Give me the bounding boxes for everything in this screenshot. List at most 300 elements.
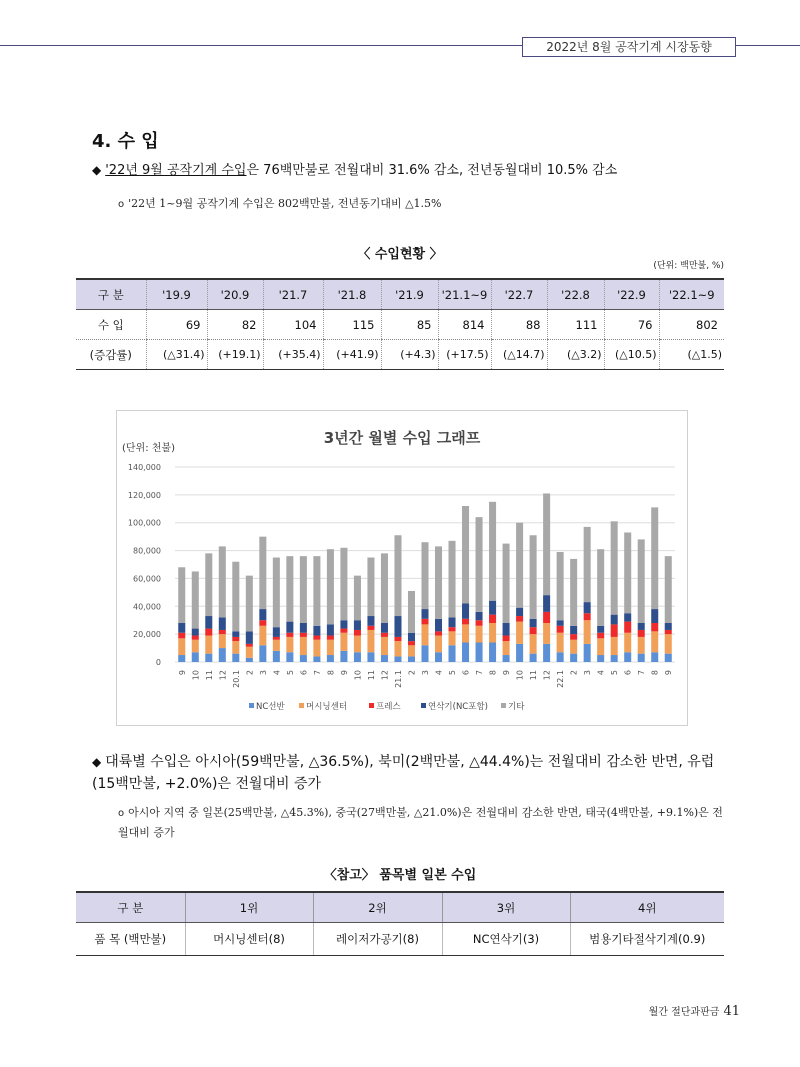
page-number: 41 — [723, 1004, 740, 1019]
table-header-cell: '20.9 — [207, 279, 263, 310]
bar-segment — [313, 636, 320, 640]
x-tick-label: 5 — [285, 670, 295, 676]
x-tick-label: 11 — [529, 670, 539, 681]
bar-segment — [192, 629, 199, 636]
bar-segment — [232, 641, 239, 654]
import-table-header — [76, 279, 724, 310]
x-tick-label: 4 — [596, 670, 606, 676]
table-cell: 82 — [207, 310, 263, 340]
bar-segment — [638, 539, 645, 623]
bar-segment — [205, 616, 212, 629]
table-header-cell: 4위 — [570, 892, 724, 923]
chart-y-label: (단위: 천불) — [122, 443, 175, 454]
table-cell: 802 — [659, 310, 724, 340]
table-cell: NC연삭기(3) — [442, 923, 570, 956]
bar-segment — [219, 617, 226, 630]
bar-segment — [340, 651, 347, 662]
x-tick-label: 20.1 — [231, 670, 241, 688]
bullet-summary — [92, 160, 617, 181]
bar-segment — [449, 631, 456, 645]
bar-segment — [435, 619, 442, 632]
bar-segment — [516, 622, 523, 644]
bar-segment — [476, 612, 483, 620]
bar-segment — [286, 637, 293, 652]
bar-segment — [624, 652, 631, 662]
bar-segment — [584, 602, 591, 613]
bar-segment — [489, 615, 496, 623]
bar-segment — [570, 634, 577, 640]
table-header-cell: 2위 — [313, 892, 442, 923]
bar-segment — [611, 637, 618, 655]
bar-segment — [624, 633, 631, 653]
bar-segment — [421, 624, 428, 645]
x-tick-label: 10 — [515, 670, 525, 681]
table-cell: 범용기타절삭기계(0.9) — [570, 923, 724, 956]
x-tick-label: 11 — [204, 670, 214, 681]
bar-segment — [232, 637, 239, 641]
bar-segment — [394, 535, 401, 616]
table-header-cell: '22.7 — [491, 279, 547, 310]
table-cell: (△31.4) — [146, 340, 207, 370]
legend-swatch — [421, 703, 426, 708]
bar-segment — [584, 620, 591, 644]
x-tick-label: 2 — [245, 670, 255, 676]
section-title: 4. 수 입 — [92, 131, 159, 152]
x-tick-label: 22.1 — [556, 670, 566, 688]
bar-segment — [489, 601, 496, 615]
table-cell: 85 — [381, 310, 438, 340]
bar-segment — [624, 613, 631, 621]
bar-segment — [503, 636, 510, 642]
table-header-cell: '21.1~9 — [438, 279, 491, 310]
bar-segment — [192, 571, 199, 628]
bar-segment — [421, 542, 428, 609]
import-chart — [116, 410, 688, 726]
x-tick-label: 6 — [623, 670, 633, 676]
bar-segment — [516, 523, 523, 608]
bar-segment — [503, 655, 510, 662]
bar-segment — [219, 634, 226, 648]
x-tick-label: 8 — [650, 670, 660, 676]
bar-segment — [178, 567, 185, 623]
x-tick-label: 8 — [326, 670, 336, 676]
bar-segment — [570, 654, 577, 662]
bar-segment — [665, 623, 672, 630]
table-header-cell: 구 분 — [76, 279, 146, 310]
x-tick-label: 12 — [542, 670, 552, 681]
import-table-caption: 〈 수입현황 〉 — [357, 247, 443, 262]
bar-segment — [638, 654, 645, 662]
bar-segment — [665, 634, 672, 654]
bar-segment — [205, 629, 212, 636]
table-cell: (△10.5) — [604, 340, 659, 370]
import-table-unit: (단위: 백만불, %) — [653, 261, 724, 271]
bar-segment — [232, 631, 239, 637]
x-tick-label: 3 — [258, 670, 268, 676]
diamond-icon: ◆ — [92, 163, 102, 177]
x-tick-label: 12 — [218, 670, 228, 681]
bar-segment — [246, 644, 253, 647]
bar-segment — [516, 644, 523, 662]
x-tick-label: 6 — [299, 670, 309, 676]
bar-segment — [286, 556, 293, 621]
bar-segment — [570, 559, 577, 626]
bar-segment — [273, 640, 280, 651]
bar-segment — [354, 576, 361, 621]
bar-segment — [462, 506, 469, 604]
bar-segment — [638, 623, 645, 630]
bar-segment — [367, 558, 374, 617]
bar-segment — [313, 556, 320, 626]
bar-segment — [651, 631, 658, 652]
x-tick-label: 5 — [610, 670, 620, 676]
table-header-cell: '22.8 — [547, 279, 604, 310]
table-cell: 814 — [438, 310, 491, 340]
bar-segment — [259, 537, 266, 609]
ref-table-header — [76, 892, 724, 923]
table-row-imports — [76, 310, 724, 340]
bar-segment — [367, 616, 374, 626]
bar-segment — [273, 627, 280, 637]
x-tick-label: 4 — [434, 670, 444, 676]
table-row-label: (증감률) — [76, 340, 146, 370]
bar-segment — [638, 637, 645, 654]
bar-segment — [394, 637, 401, 641]
table-cell: 115 — [323, 310, 381, 340]
bar-segment — [300, 556, 307, 623]
bar-segment — [421, 619, 428, 625]
bar-segment — [246, 576, 253, 632]
bar-segment — [300, 655, 307, 662]
legend-swatch — [369, 703, 374, 708]
bar-segment — [232, 654, 239, 662]
summary-text: 은 76백만불로 전월대비 31.6% 감소, 전년동월대비 10.5% 감소 — [246, 163, 618, 178]
legend-label: 기타 — [508, 702, 525, 712]
bar-segment — [651, 609, 658, 623]
bar-segment — [232, 562, 239, 632]
x-tick-label: 12 — [380, 670, 390, 681]
bar-segment — [408, 591, 415, 633]
bar-segment — [516, 608, 523, 616]
bar-segment — [340, 629, 347, 633]
y-tick-label: 60,000 — [133, 574, 161, 584]
bar-segment — [435, 636, 442, 653]
bar-segment — [408, 633, 415, 641]
bar-segment — [624, 532, 631, 613]
bar-segment — [421, 609, 428, 619]
bar-segment — [205, 553, 212, 616]
bar-segment — [611, 521, 618, 614]
table-header-cell: '21.7 — [263, 279, 323, 310]
bar-segment — [178, 655, 185, 662]
ref-table-caption: 〈참고〉 품목별 일본 수입 — [323, 868, 477, 883]
bar-segment — [219, 546, 226, 617]
bar-segment — [367, 652, 374, 662]
bar-segment — [313, 626, 320, 636]
bar-segment — [557, 626, 564, 633]
y-tick-label: 80,000 — [133, 546, 161, 556]
chart-title: 3년간 월별 수입 그래프 — [323, 429, 481, 447]
bar-segment — [300, 623, 307, 633]
bar-segment — [557, 652, 564, 662]
bar-segment — [597, 626, 604, 633]
x-tick-label: 9 — [177, 670, 187, 676]
x-tick-label: 9 — [339, 670, 349, 676]
bar-segment — [327, 636, 334, 640]
bar-segment — [367, 626, 374, 630]
bar-segment — [557, 633, 564, 653]
table-cell: 104 — [263, 310, 323, 340]
bar-segment — [530, 535, 537, 619]
table-header-cell: 구 분 — [76, 892, 185, 923]
regions-text: 대륙별 수입은 아시아(59백만불, △36.5%), 북미(2백만불, △44.4%)는 전월대비 감소한 반면, 유럽(15백만불, +2.0%)은 전월대비 증가 — [92, 754, 715, 792]
x-tick-label: 2 — [569, 670, 579, 676]
bar-segment — [192, 640, 199, 653]
bar-segment — [570, 640, 577, 654]
bar-segment — [394, 656, 401, 662]
bar-segment — [462, 604, 469, 619]
table-header-cell: '22.9 — [604, 279, 659, 310]
bar-segment — [543, 623, 550, 644]
bar-segment — [489, 502, 496, 601]
bar-segment — [503, 641, 510, 655]
bar-segment — [665, 630, 672, 634]
bar-segment — [421, 645, 428, 662]
magazine-name: 월간 절단과판금 — [648, 1007, 720, 1018]
x-tick-label: 8 — [488, 670, 498, 676]
bar-segment — [449, 541, 456, 618]
table-header-cell: '19.9 — [146, 279, 207, 310]
bar-segment — [584, 644, 591, 662]
y-tick-label: 120,000 — [127, 490, 161, 500]
sub-bullet-text: '22년 1~9월 공작기계 수입은 802백만불, 전년동기대비 △1.5% — [128, 197, 442, 210]
table-row-label: 수 입 — [76, 310, 146, 340]
bar-segment — [408, 641, 415, 645]
y-tick-label: 20,000 — [133, 630, 161, 640]
bar-segment — [638, 630, 645, 637]
bar-segment — [273, 558, 280, 628]
bar-segment — [651, 623, 658, 631]
x-tick-label: 7 — [637, 670, 647, 676]
bar-segment — [462, 624, 469, 642]
bar-segment — [340, 620, 347, 628]
bar-segment — [530, 619, 537, 627]
legend-label: 연삭기(NC포함) — [428, 702, 488, 712]
bar-segment — [367, 630, 374, 652]
bar-segment — [462, 619, 469, 625]
legend-swatch — [501, 703, 506, 708]
table-cell: (+4.3) — [381, 340, 438, 370]
bar-segment — [476, 517, 483, 612]
bar-segment — [205, 636, 212, 654]
bar-segment — [543, 595, 550, 612]
bar-segment — [597, 638, 604, 655]
bar-segment — [543, 644, 550, 662]
bar-segment — [313, 640, 320, 657]
page-footer — [600, 1003, 740, 1019]
x-tick-label: 5 — [448, 670, 458, 676]
circle-bullet-icon: o — [118, 808, 125, 819]
bar-segment — [489, 643, 496, 663]
table-cell: (+19.1) — [207, 340, 263, 370]
table-row-label: 품 목 (백만불) — [76, 923, 185, 956]
x-tick-label: 9 — [664, 670, 674, 676]
table-row-growth — [76, 340, 724, 370]
bar-segment — [435, 631, 442, 635]
bar-segment — [259, 609, 266, 620]
table-header-cell: 1위 — [185, 892, 313, 923]
bar-segment — [381, 633, 388, 637]
bar-segment — [354, 652, 361, 662]
bar-segment — [259, 645, 266, 662]
import-table — [76, 278, 724, 370]
bar-segment — [624, 622, 631, 633]
legend-label: NC선반 — [256, 702, 285, 712]
table-cell: (△1.5) — [659, 340, 724, 370]
bar-segment — [651, 652, 658, 662]
y-tick-label: 0 — [155, 658, 161, 667]
bar-segment — [300, 637, 307, 655]
bar-segment — [597, 655, 604, 662]
bar-segment — [476, 626, 483, 643]
bar-segment — [543, 493, 550, 595]
x-tick-label: 11 — [366, 670, 376, 681]
bar-segment — [597, 549, 604, 626]
bar-segment — [246, 631, 253, 644]
bar-segment — [178, 638, 185, 655]
bar-segment — [394, 616, 401, 637]
bar-segment — [570, 626, 577, 634]
bar-segment — [462, 643, 469, 663]
bar-segment — [205, 654, 212, 662]
bar-segment — [219, 630, 226, 634]
bar-segment — [503, 544, 510, 623]
bar-segment — [530, 654, 537, 662]
bar-segment — [219, 648, 226, 662]
x-tick-label: 7 — [475, 670, 485, 676]
bar-segment — [381, 553, 388, 623]
x-tick-label: 6 — [461, 670, 471, 676]
bar-segment — [449, 617, 456, 627]
bar-segment — [381, 623, 388, 633]
bar-segment — [300, 633, 307, 637]
circle-bullet-icon: o — [118, 199, 125, 210]
bar-segment — [476, 643, 483, 663]
legend-label: 머시닝센터 — [306, 702, 348, 712]
table-cell: 76 — [604, 310, 659, 340]
chart-svg — [117, 411, 687, 725]
table-header-cell: '21.8 — [323, 279, 381, 310]
legend-label: 프레스 — [376, 702, 401, 712]
bar-segment — [259, 620, 266, 626]
legend-swatch — [249, 703, 254, 708]
bar-segment — [665, 556, 672, 623]
table-cell: (+35.4) — [263, 340, 323, 370]
table-cell: 88 — [491, 310, 547, 340]
table-cell: 69 — [146, 310, 207, 340]
bar-segment — [286, 652, 293, 662]
bar-segment — [543, 612, 550, 623]
bar-segment — [665, 654, 672, 662]
bar-segment — [354, 620, 361, 630]
table-cell: 111 — [547, 310, 604, 340]
bar-segment — [408, 656, 415, 662]
bar-segment — [611, 615, 618, 625]
japan-import-table — [76, 891, 724, 956]
sub-bullet-ytd — [118, 195, 442, 214]
bar-segment — [530, 634, 537, 654]
x-tick-label: 10 — [353, 670, 363, 681]
bar-segment — [246, 658, 253, 662]
bar-segment — [246, 647, 253, 658]
bar-segment — [286, 622, 293, 633]
bar-segment — [408, 645, 415, 656]
bar-segment — [327, 549, 334, 624]
table-cell: (+41.9) — [323, 340, 381, 370]
table-header-cell: '21.9 — [381, 279, 438, 310]
bar-segment — [327, 655, 334, 662]
x-tick-label: 3 — [583, 670, 593, 676]
bar-segment — [192, 652, 199, 662]
bar-segment — [449, 645, 456, 662]
bar-segment — [557, 620, 564, 626]
x-tick-label: 2 — [407, 670, 417, 676]
bar-segment — [340, 633, 347, 651]
x-tick-label: 10 — [191, 670, 201, 681]
bar-segment — [651, 507, 658, 609]
bullet-regions — [92, 751, 728, 795]
x-tick-label: 9 — [502, 670, 512, 676]
table-cell: 레이저가공기(8) — [313, 923, 442, 956]
table-cell: 머시닝센터(8) — [185, 923, 313, 956]
bar-segment — [273, 637, 280, 640]
header-title: 2022년 8월 공작기계 시장동향 — [522, 37, 736, 57]
table-header-cell: 3위 — [442, 892, 570, 923]
bar-segment — [340, 548, 347, 620]
y-tick-label: 40,000 — [133, 602, 161, 612]
bar-segment — [449, 627, 456, 631]
bar-segment — [435, 652, 442, 662]
bar-segment — [381, 655, 388, 662]
table-cell: (+17.5) — [438, 340, 491, 370]
table-header-cell: '22.1~9 — [659, 279, 724, 310]
bar-segment — [286, 633, 293, 637]
bar-segment — [327, 640, 334, 655]
bar-segment — [584, 527, 591, 602]
y-tick-label: 140,000 — [127, 463, 161, 472]
bar-segment — [503, 623, 510, 636]
bar-segment — [354, 636, 361, 653]
bar-segment — [192, 636, 199, 640]
bar-segment — [611, 655, 618, 662]
sub-bullet-asia — [118, 803, 724, 842]
bar-segment — [178, 623, 185, 633]
bar-segment — [327, 624, 334, 635]
summary-highlight: '22년 9월 공작기계 수입 — [105, 163, 247, 178]
bar-segment — [516, 616, 523, 622]
bar-segment — [435, 546, 442, 618]
bar-segment — [381, 637, 388, 655]
x-tick-label: 4 — [272, 670, 282, 676]
bar-segment — [313, 656, 320, 662]
bar-segment — [489, 623, 496, 643]
bar-segment — [611, 624, 618, 637]
bar-segment — [597, 633, 604, 639]
asia-text: 아시아 지역 중 일본(25백만불, △45.3%), 중국(27백만불, △21.0%)은 전월대비 감소한 반면, 태국(4백만불, +9.1%)은 전월대비 증가 — [118, 806, 723, 839]
bar-segment — [557, 552, 564, 620]
bar-segment — [476, 620, 483, 626]
bar-segment — [273, 651, 280, 662]
